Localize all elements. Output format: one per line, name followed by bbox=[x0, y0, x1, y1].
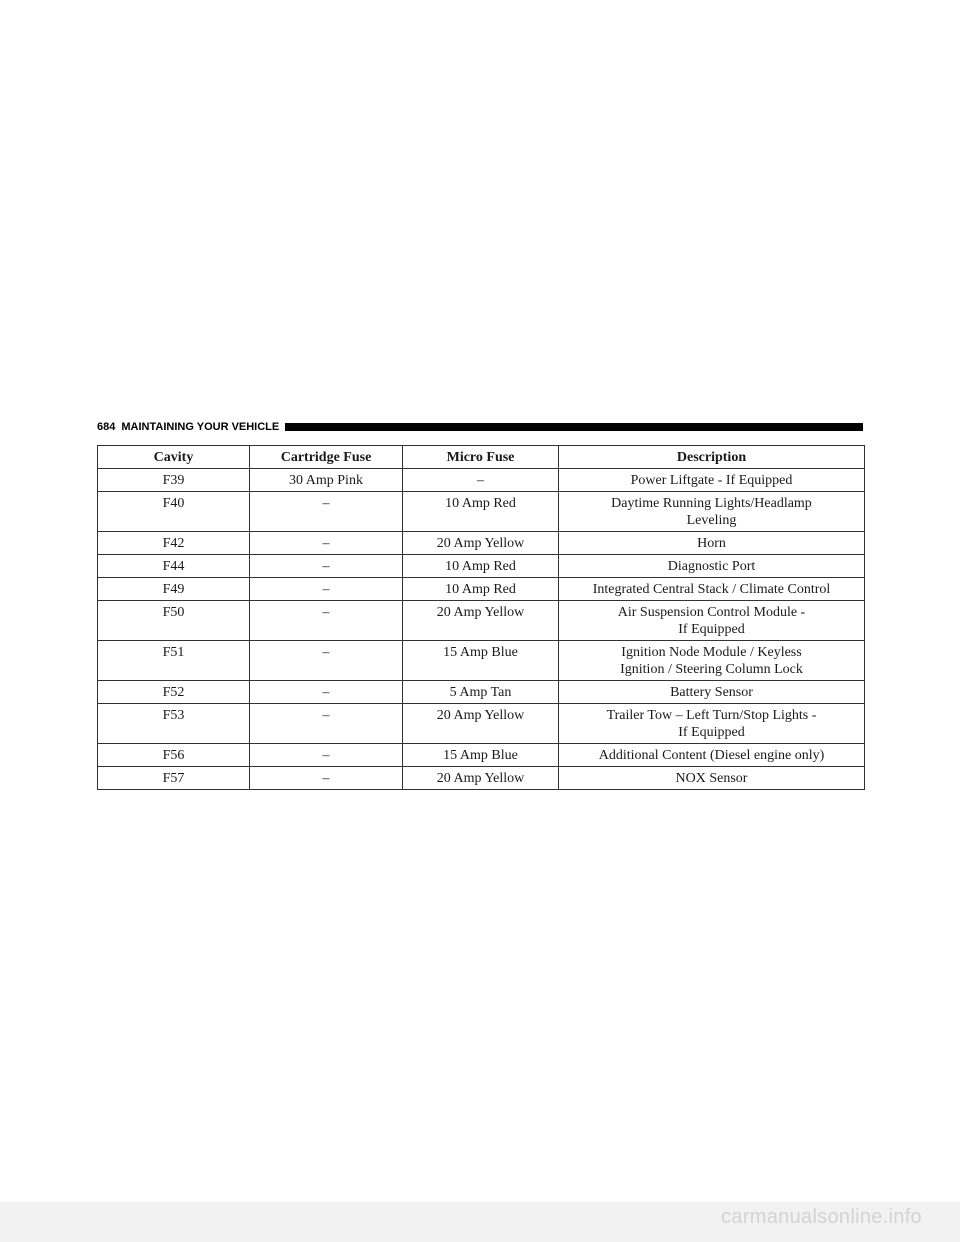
cell-micro-fuse: 15 Amp Blue bbox=[403, 641, 559, 681]
cell-cartridge-fuse: 30 Amp Pink bbox=[250, 469, 403, 492]
cell-description: Horn bbox=[559, 532, 865, 555]
table-row bbox=[98, 492, 865, 532]
cell-cavity: F49 bbox=[98, 578, 250, 601]
cell-description: Daytime Running Lights/Headlamp Leveling bbox=[559, 492, 865, 532]
cell-micro-fuse: 20 Amp Yellow bbox=[403, 704, 559, 744]
column-header-cartridge-fuse: Cartridge Fuse bbox=[250, 446, 403, 469]
cell-cartridge-fuse: – bbox=[250, 532, 403, 555]
cell-cavity: F51 bbox=[98, 641, 250, 681]
cell-micro-fuse: 10 Amp Red bbox=[403, 578, 559, 601]
cell-cartridge-fuse: – bbox=[250, 704, 403, 744]
cell-description: Integrated Central Stack / Climate Control bbox=[559, 578, 865, 601]
header-rule bbox=[285, 423, 863, 431]
cell-cartridge-fuse: – bbox=[250, 681, 403, 704]
cell-cartridge-fuse: – bbox=[250, 492, 403, 532]
cell-cartridge-fuse: – bbox=[250, 578, 403, 601]
table-row bbox=[98, 641, 865, 681]
table-row bbox=[98, 578, 865, 601]
cell-micro-fuse: 15 Amp Blue bbox=[403, 744, 559, 767]
cell-cavity: F56 bbox=[98, 744, 250, 767]
cell-cavity: F57 bbox=[98, 767, 250, 790]
cell-cavity: F42 bbox=[98, 532, 250, 555]
page-header bbox=[97, 418, 863, 436]
cell-cartridge-fuse: – bbox=[250, 744, 403, 767]
cell-description: Additional Content (Diesel engine only) bbox=[559, 744, 865, 767]
column-header-description: Description bbox=[559, 446, 865, 469]
fuse-table bbox=[97, 445, 865, 790]
table-row bbox=[98, 767, 865, 790]
table-row bbox=[98, 744, 865, 767]
cell-cavity: F40 bbox=[98, 492, 250, 532]
cell-description: Diagnostic Port bbox=[559, 555, 865, 578]
cell-cartridge-fuse: – bbox=[250, 641, 403, 681]
fuse-table-body bbox=[98, 469, 865, 790]
cell-description: NOX Sensor bbox=[559, 767, 865, 790]
cell-micro-fuse: – bbox=[403, 469, 559, 492]
section-title: MAINTAINING YOUR VEHICLE bbox=[121, 421, 280, 433]
cell-description: Ignition Node Module / Keyless Ignition / Steering Column Lock bbox=[559, 641, 865, 681]
cell-micro-fuse: 10 Amp Red bbox=[403, 492, 559, 532]
cell-micro-fuse: 5 Amp Tan bbox=[403, 681, 559, 704]
watermark-text: carmanualsonline.info bbox=[721, 1206, 922, 1228]
cell-cartridge-fuse: – bbox=[250, 555, 403, 578]
cell-cavity: F39 bbox=[98, 469, 250, 492]
cell-cartridge-fuse: – bbox=[250, 767, 403, 790]
page-number: 684 bbox=[97, 421, 116, 433]
cell-description: Trailer Tow – Left Turn/Stop Lights - If Equipped bbox=[559, 704, 865, 744]
table-row bbox=[98, 532, 865, 555]
cell-micro-fuse: 20 Amp Yellow bbox=[403, 532, 559, 555]
cell-cavity: F50 bbox=[98, 601, 250, 641]
cell-micro-fuse: 10 Amp Red bbox=[403, 555, 559, 578]
cell-micro-fuse: 20 Amp Yellow bbox=[403, 601, 559, 641]
table-row bbox=[98, 704, 865, 744]
cell-cavity: F53 bbox=[98, 704, 250, 744]
cell-cartridge-fuse: – bbox=[250, 601, 403, 641]
cell-micro-fuse: 20 Amp Yellow bbox=[403, 767, 559, 790]
table-row bbox=[98, 469, 865, 492]
column-header-micro-fuse: Micro Fuse bbox=[403, 446, 559, 469]
table-header-row bbox=[98, 446, 865, 469]
footer-bar bbox=[0, 1202, 960, 1242]
column-header-cavity: Cavity bbox=[98, 446, 250, 469]
table-row bbox=[98, 681, 865, 704]
cell-description: Power Liftgate - If Equipped bbox=[559, 469, 865, 492]
cell-description: Air Suspension Control Module - If Equipped bbox=[559, 601, 865, 641]
cell-cavity: F52 bbox=[98, 681, 250, 704]
table-row bbox=[98, 601, 865, 641]
cell-cavity: F44 bbox=[98, 555, 250, 578]
cell-description: Battery Sensor bbox=[559, 681, 865, 704]
table-row bbox=[98, 555, 865, 578]
